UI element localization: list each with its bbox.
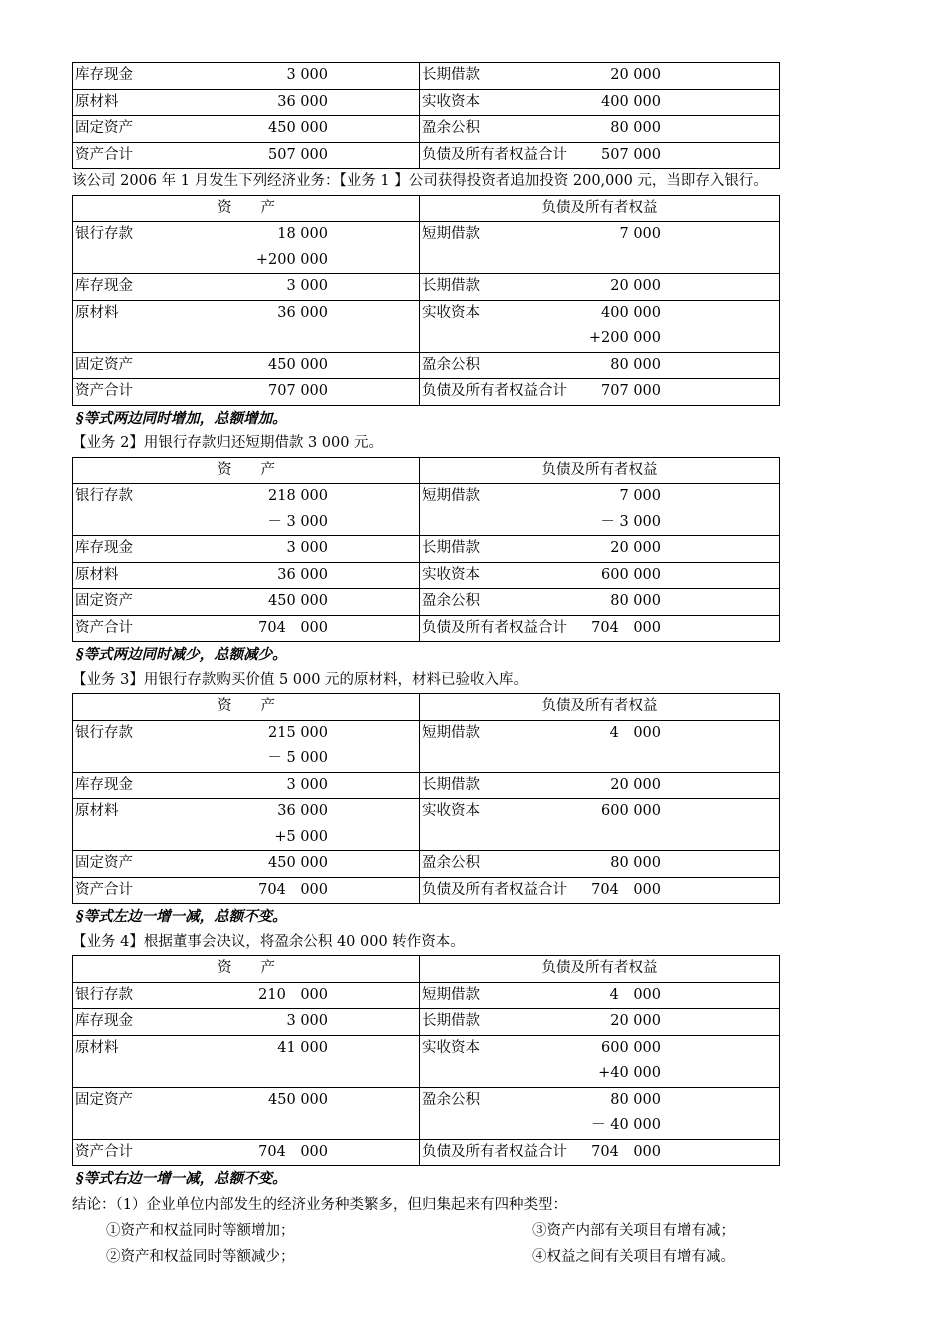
equity-value: 400 000 bbox=[601, 304, 661, 321]
asset-label: 银行存款 bbox=[75, 226, 133, 242]
asset-label: 固定资产 bbox=[75, 356, 133, 373]
equity-label: 长期借款 bbox=[422, 1013, 480, 1029]
asset-cell bbox=[73, 1035, 420, 1087]
asset-cell bbox=[73, 1139, 420, 1166]
equity-label: 负债及所有者权益合计 bbox=[422, 383, 567, 399]
table-row bbox=[73, 352, 780, 379]
asset-cell bbox=[73, 877, 420, 904]
equity-value: 507 000 bbox=[601, 146, 661, 163]
equity-cell bbox=[420, 116, 780, 143]
asset-value: 507 000 bbox=[268, 146, 328, 163]
equity-cell bbox=[420, 1035, 780, 1087]
equity-label: 盈余公积 bbox=[422, 120, 480, 136]
header-assets: 资 产 bbox=[73, 694, 420, 721]
equity-value: 600 000 bbox=[601, 566, 661, 583]
table-row bbox=[73, 982, 780, 1009]
equity-label: 短期借款 bbox=[422, 724, 480, 741]
asset-label: 银行存款 bbox=[75, 724, 133, 741]
table-header-row bbox=[73, 195, 780, 222]
table-row bbox=[73, 536, 780, 563]
table-row bbox=[73, 63, 780, 90]
asset-label: 原材料 bbox=[75, 803, 119, 819]
asset-label: 资产合计 bbox=[75, 1143, 133, 1160]
equity-cell bbox=[420, 274, 780, 301]
header-assets: 资 产 bbox=[73, 195, 420, 222]
asset-label: 库存现金 bbox=[75, 67, 133, 83]
equity-value: 400 000 bbox=[601, 93, 661, 110]
equity-value: 20 000 bbox=[610, 67, 661, 83]
asset-value: 450 000 bbox=[268, 120, 328, 136]
table-row bbox=[73, 142, 780, 169]
conclusion-lead: 结论：（1）企业单位内部发生的经济业务种类繁多，但归集起来有四种类型： bbox=[72, 1196, 567, 1213]
table-row bbox=[73, 1139, 780, 1166]
conclusion-item-4: ④权益之间有关项目有增有减。 bbox=[532, 1248, 735, 1265]
equity-cell bbox=[420, 536, 780, 563]
equity-label: 盈余公积 bbox=[422, 1091, 480, 1108]
asset-cell bbox=[73, 851, 420, 878]
equity-cell bbox=[420, 1009, 780, 1036]
conclusion-list bbox=[72, 1218, 780, 1270]
asset-cell bbox=[73, 63, 420, 90]
asset-label: 库存现金 bbox=[75, 540, 133, 556]
asset-cell bbox=[73, 982, 420, 1009]
equity-value: 80 000 bbox=[610, 855, 661, 871]
balance-table-opening bbox=[72, 62, 780, 169]
asset-value: 3 000 bbox=[286, 67, 328, 83]
equity-cell bbox=[420, 720, 780, 772]
equity-value: 600 000 bbox=[601, 803, 661, 819]
equity-cell bbox=[420, 352, 780, 379]
equity-value: +200 000 bbox=[588, 330, 661, 346]
header-assets: 资 产 bbox=[73, 457, 420, 484]
equity-cell bbox=[420, 877, 780, 904]
asset-cell bbox=[73, 799, 420, 851]
table-row bbox=[73, 1035, 780, 1087]
table-header-row bbox=[73, 956, 780, 983]
equity-label: 长期借款 bbox=[422, 540, 480, 556]
equity-cell bbox=[420, 1139, 780, 1166]
asset-value: － 5 000 bbox=[267, 750, 328, 766]
equity-value: 7 000 bbox=[619, 226, 661, 242]
equity-value: － 3 000 bbox=[600, 513, 661, 530]
table-row bbox=[73, 274, 780, 301]
equity-label: 负债及所有者权益合计 bbox=[422, 881, 567, 898]
table-header-row bbox=[73, 694, 780, 721]
balance-table-business-3 bbox=[72, 693, 780, 904]
table-row bbox=[73, 1009, 780, 1036]
equity-value: 80 000 bbox=[610, 356, 661, 373]
asset-value: 3 000 bbox=[286, 540, 328, 556]
asset-cell bbox=[73, 484, 420, 536]
asset-label: 资产合计 bbox=[75, 383, 133, 399]
equity-label: 负债及所有者权益合计 bbox=[422, 146, 567, 163]
equity-value: 20 000 bbox=[610, 1013, 661, 1029]
table-row bbox=[73, 720, 780, 772]
asset-cell bbox=[73, 1087, 420, 1139]
asset-label: 原材料 bbox=[75, 1039, 119, 1056]
business-2-text: 【业务 2】用银行存款归还短期借款 3 000 元。 bbox=[72, 435, 384, 451]
conclusion-item-3: ③资产内部有关项目有增有减； bbox=[532, 1222, 735, 1239]
asset-value: 18 000 bbox=[277, 226, 328, 242]
equity-value: 20 000 bbox=[610, 776, 661, 793]
asset-cell bbox=[73, 352, 420, 379]
asset-value: 3 000 bbox=[286, 278, 328, 294]
asset-label: 原材料 bbox=[75, 304, 119, 321]
equity-cell bbox=[420, 589, 780, 616]
asset-value: 450 000 bbox=[268, 593, 328, 609]
equity-value: 7 000 bbox=[619, 488, 661, 504]
asset-value: 36 000 bbox=[277, 304, 328, 321]
equity-label: 短期借款 bbox=[422, 226, 480, 242]
rule-note-4: §等式右边一增一减，总额不变。 bbox=[76, 1170, 287, 1187]
equity-label: 长期借款 bbox=[422, 278, 480, 294]
asset-label: 资产合计 bbox=[75, 146, 133, 163]
asset-label: 原材料 bbox=[75, 93, 119, 110]
equity-cell bbox=[420, 300, 780, 352]
equity-cell bbox=[420, 89, 780, 116]
equity-cell bbox=[420, 142, 780, 169]
table-row bbox=[73, 589, 780, 616]
asset-value: 450 000 bbox=[268, 1091, 328, 1108]
conclusion-item-1: ①资产和权益同时等额增加； bbox=[106, 1222, 295, 1239]
asset-cell bbox=[73, 536, 420, 563]
header-equity: 负债及所有者权益 bbox=[420, 694, 780, 721]
equity-label: 短期借款 bbox=[422, 488, 480, 504]
equity-cell bbox=[420, 982, 780, 1009]
equity-cell bbox=[420, 772, 780, 799]
header-equity: 负债及所有者权益 bbox=[420, 195, 780, 222]
equity-label: 盈余公积 bbox=[422, 855, 480, 871]
asset-cell bbox=[73, 89, 420, 116]
asset-cell bbox=[73, 116, 420, 143]
equity-value: 80 000 bbox=[610, 120, 661, 136]
asset-label: 银行存款 bbox=[75, 986, 133, 1003]
header-equity: 负债及所有者权益 bbox=[420, 956, 780, 983]
asset-value: － 3 000 bbox=[267, 513, 328, 530]
asset-label: 固定资产 bbox=[75, 120, 133, 136]
equity-label: 短期借款 bbox=[422, 986, 480, 1003]
equity-value: 4 000 bbox=[609, 986, 661, 1003]
equity-cell bbox=[420, 615, 780, 642]
business-3-text: 【业务 3】用银行存款购买价值 5 000 元的原材料，材料已验收入库。 bbox=[72, 671, 529, 688]
asset-value: 36 000 bbox=[277, 566, 328, 583]
asset-label: 资产合计 bbox=[75, 619, 133, 636]
asset-value: 704 000 bbox=[258, 1143, 328, 1160]
equity-value: 20 000 bbox=[610, 540, 661, 556]
asset-value: 41 000 bbox=[277, 1039, 328, 1056]
business-4-text: 【业务 4】根据董事会决议，将盈余公积 40 000 转作资本。 bbox=[72, 933, 465, 950]
asset-value: 707 000 bbox=[268, 383, 328, 399]
asset-value: 218 000 bbox=[268, 488, 328, 504]
equity-value: － 40 000 bbox=[591, 1117, 661, 1133]
equity-value: 704 000 bbox=[591, 1143, 661, 1160]
asset-cell bbox=[73, 615, 420, 642]
table-row bbox=[73, 379, 780, 406]
equity-cell bbox=[420, 1087, 780, 1139]
equity-cell bbox=[420, 851, 780, 878]
asset-label: 库存现金 bbox=[75, 776, 133, 793]
header-assets: 资 产 bbox=[73, 956, 420, 983]
table-row bbox=[73, 877, 780, 904]
equity-label: 长期借款 bbox=[422, 776, 480, 793]
asset-label: 固定资产 bbox=[75, 855, 133, 871]
equity-label: 实收资本 bbox=[422, 304, 480, 321]
balance-table-business-2 bbox=[72, 457, 780, 643]
equity-value: 704 000 bbox=[591, 619, 661, 636]
asset-cell bbox=[73, 562, 420, 589]
equity-label: 盈余公积 bbox=[422, 593, 480, 609]
table-row bbox=[73, 484, 780, 536]
balance-table-business-4 bbox=[72, 955, 780, 1166]
equity-label: 盈余公积 bbox=[422, 356, 480, 373]
equity-label: 实收资本 bbox=[422, 1039, 480, 1056]
equity-label: 实收资本 bbox=[422, 566, 480, 583]
asset-label: 原材料 bbox=[75, 566, 119, 583]
asset-value: 704 000 bbox=[258, 881, 328, 898]
asset-label: 固定资产 bbox=[75, 1091, 133, 1108]
equity-label: 长期借款 bbox=[422, 67, 480, 83]
equity-value: 600 000 bbox=[601, 1039, 661, 1056]
asset-cell bbox=[73, 300, 420, 352]
asset-value: 210 000 bbox=[258, 986, 328, 1003]
asset-value: 704 000 bbox=[258, 619, 328, 636]
table-row bbox=[73, 300, 780, 352]
asset-cell bbox=[73, 274, 420, 301]
equity-label: 负债及所有者权益合计 bbox=[422, 1143, 567, 1160]
equity-cell bbox=[420, 379, 780, 406]
asset-cell bbox=[73, 142, 420, 169]
table-row bbox=[73, 772, 780, 799]
rule-note-2: §等式两边同时减少，总额减少。 bbox=[76, 646, 287, 663]
asset-label: 库存现金 bbox=[75, 1013, 133, 1029]
equity-cell bbox=[420, 562, 780, 589]
table-row bbox=[73, 116, 780, 143]
asset-cell bbox=[73, 772, 420, 799]
asset-value: 450 000 bbox=[268, 855, 328, 871]
equity-label: 实收资本 bbox=[422, 803, 480, 819]
equity-label: 负债及所有者权益合计 bbox=[422, 619, 567, 636]
rule-note-3: §等式左边一增一减，总额不变。 bbox=[76, 908, 287, 925]
table-row bbox=[73, 851, 780, 878]
equity-value: 80 000 bbox=[610, 593, 661, 609]
asset-cell bbox=[73, 1009, 420, 1036]
asset-value: +200 000 bbox=[255, 251, 328, 268]
asset-value: 450 000 bbox=[268, 356, 328, 373]
asset-value: +5 000 bbox=[274, 828, 328, 845]
table-row bbox=[73, 615, 780, 642]
table-row bbox=[73, 89, 780, 116]
intro-text: 该公司 2006 年 1 月发生下列经济业务：【业务 1 】公司获得投资者追加投资 200,000 元，当即存入银行。 bbox=[72, 173, 768, 189]
table-row bbox=[73, 1087, 780, 1139]
asset-value: 3 000 bbox=[286, 1013, 328, 1029]
asset-label: 银行存款 bbox=[75, 488, 133, 504]
asset-label: 资产合计 bbox=[75, 881, 133, 898]
document-page bbox=[72, 62, 780, 1270]
rule-note-1: §等式两边同时增加，总额增加。 bbox=[76, 409, 287, 427]
conclusion-item-2: ②资产和权益同时等额减少； bbox=[106, 1248, 295, 1265]
asset-value: 3 000 bbox=[286, 776, 328, 793]
equity-value: 80 000 bbox=[610, 1091, 661, 1108]
asset-value: 36 000 bbox=[277, 803, 328, 819]
asset-label: 库存现金 bbox=[75, 278, 133, 294]
asset-value: 215 000 bbox=[268, 724, 328, 741]
equity-value: 20 000 bbox=[610, 278, 661, 294]
asset-cell bbox=[73, 720, 420, 772]
asset-cell bbox=[73, 379, 420, 406]
equity-value: +40 000 bbox=[598, 1065, 661, 1081]
table-row bbox=[73, 799, 780, 851]
equity-value: 707 000 bbox=[601, 383, 661, 399]
balance-table-business-1 bbox=[72, 195, 780, 406]
equity-value: 4 000 bbox=[609, 724, 661, 741]
header-equity: 负债及所有者权益 bbox=[420, 457, 780, 484]
table-row bbox=[73, 222, 780, 274]
asset-value: 36 000 bbox=[277, 93, 328, 110]
asset-cell bbox=[73, 222, 420, 274]
asset-label: 固定资产 bbox=[75, 593, 133, 609]
table-row bbox=[73, 562, 780, 589]
equity-value: 704 000 bbox=[591, 881, 661, 898]
equity-cell bbox=[420, 799, 780, 851]
asset-cell bbox=[73, 589, 420, 616]
table-header-row bbox=[73, 457, 780, 484]
equity-cell bbox=[420, 63, 780, 90]
equity-label: 实收资本 bbox=[422, 93, 480, 110]
equity-cell bbox=[420, 484, 780, 536]
equity-cell bbox=[420, 222, 780, 274]
